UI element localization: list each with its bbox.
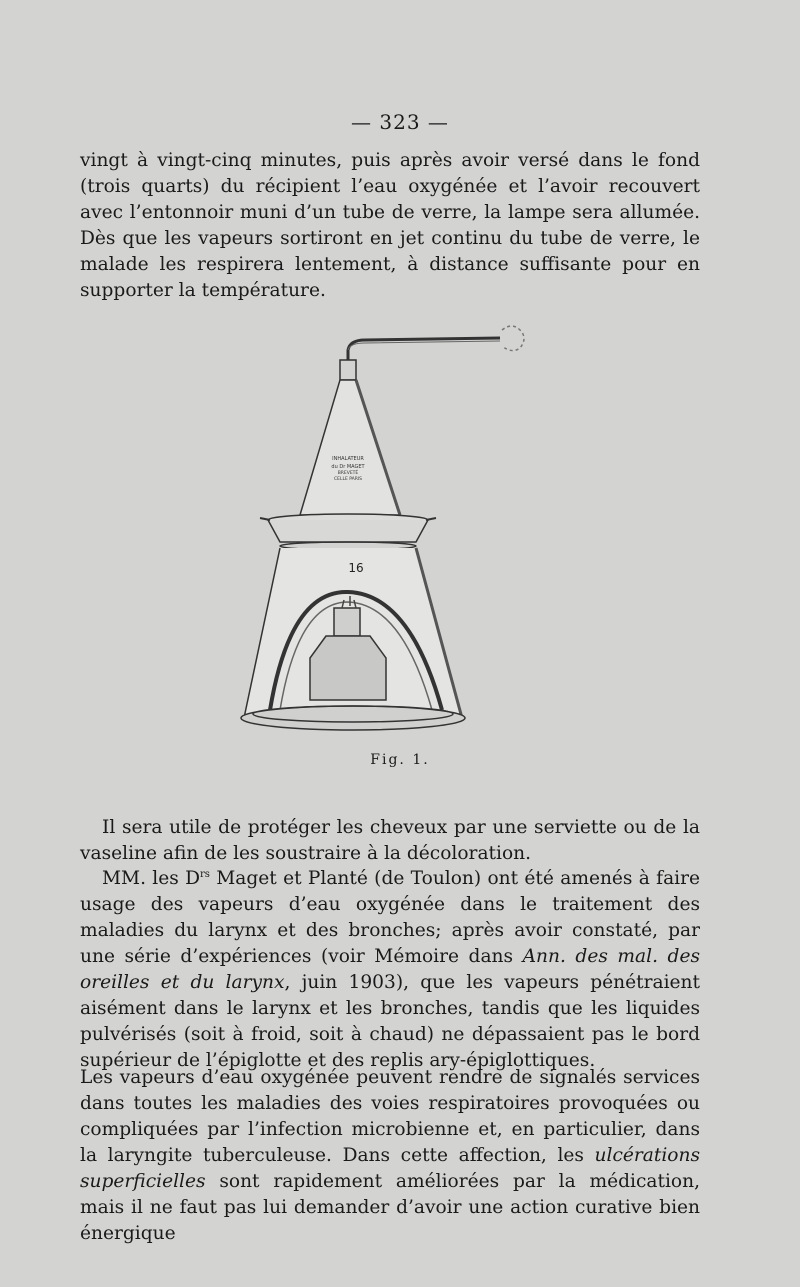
journal-citation: Ann. des mal. des oreilles et du larynx: [80, 946, 700, 994]
page-number: — 323 —: [351, 110, 449, 134]
engraving-line-4: CELLE PARIS: [333, 477, 363, 482]
engraving-line-2: du Dr MAGET: [331, 464, 365, 470]
paragraph-text: [80, 1065, 700, 1247]
paragraph-vapeurs: [80, 1065, 700, 1247]
text-run: Les vapeurs d’eau oxygénée peuvent rendre de signalés services dans toutes les maladies des voies respiratoires provoquées ou compliquées par l’infection microbienne et, en particulier, dans la laryngite tuberculeuse. Dans cette affection, les: [80, 1067, 700, 1166]
paragraph-text: Il sera utile de protéger les cheveux par une serviette ou de la vaseline afin de les soustraire à la décoloration.: [80, 817, 700, 864]
text-run: MM. les D: [102, 868, 201, 890]
engraving-line-1: INHALATEUR: [332, 456, 364, 462]
paragraph-intro: [80, 148, 700, 304]
apparatus-number-label: 16: [348, 561, 364, 575]
text-run: Maget et Planté (de Toulon) ont été amenés à faire usage des vapeurs d’eau oxygénée dans le traitement des maladies du larynx et des bronches; après avoir constaté, par une série d’expériences (voir Mémoire dans: [80, 868, 700, 968]
italic-term: ulcérations superficielles: [80, 1145, 700, 1192]
inhaler-illustration: [230, 310, 550, 750]
superscript: rs: [200, 869, 210, 880]
paragraph-text: [80, 862, 700, 1074]
engraving-line-3: BREVETÉ: [337, 471, 359, 476]
text-run: sont rapidement améliorées par la médication, mais il ne faut pas lui demander d’avoir une action curative bien énergique: [80, 1171, 700, 1244]
text-run: , juin 1903), que les vapeurs pénétraient aisément dans le larynx et les bronches, tandis que les liquides pulvérisés (soit à froid, soit à chaud) ne dépassaient pas le bord supérieur de l’épiglotte et des replis ary-épiglottiques.: [80, 972, 700, 1072]
figure-caption: Fig. 1.: [370, 752, 430, 768]
paragraph-hair-protection: [80, 815, 700, 867]
paragraph-maget-plante: [80, 862, 700, 1074]
paragraph-text: vingt à vingt-cinq minutes, puis après avoir versé dans le fond (trois quarts) du récipient l’eau oxygénée et l’avoir recouvert avec l’entonnoir muni d’un tube de verre, la lampe sera allumée. Dès que les vapeurs sortiront en jet continu du tube de verre, le malade les respirera lentement, à distance suffisante pour en supporter la température.: [80, 150, 700, 301]
